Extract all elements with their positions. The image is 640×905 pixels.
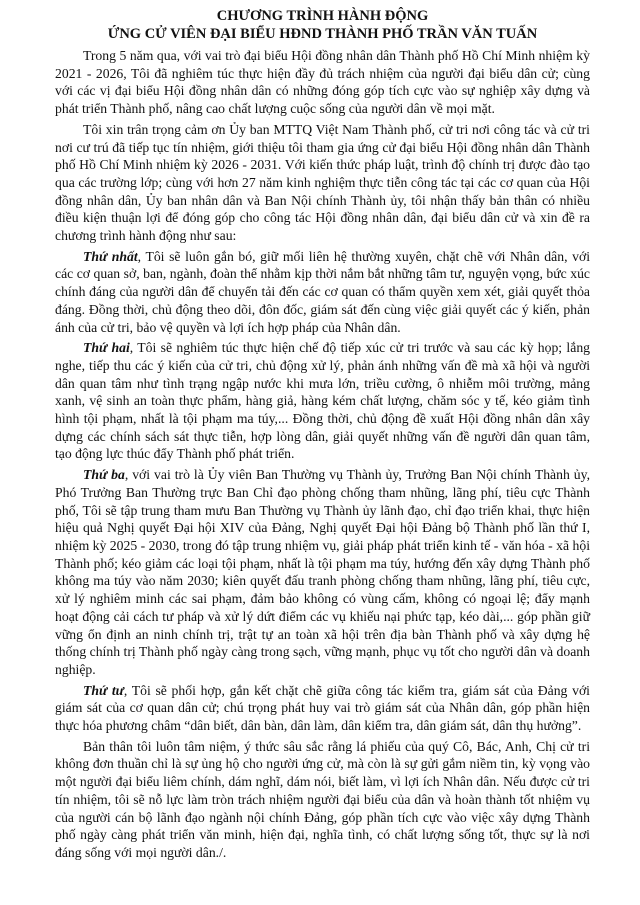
closing-paragraph: Bản thân tôi luôn tâm niệm, ý thức sâu sắc rằng lá phiếu của quý Cô, Bác, Anh, Chị cử tri không đơn thuần chỉ là sự ủng hộ cho người ứng cử, mà còn là sự gửi gắm niềm tin, kỳ vọng vào một người đại biểu liêm chính, dám nghĩ, dám nói, biết làm, vì lợi ích Nhân dân. Nếu được cử tri tín nhiệm, tôi sẽ nỗ lực làm tròn trách nhiệm người đại biểu của dân và hoàn thành tốt nhiệm vụ của người cán bộ lãnh đạo ngành nội chính Đảng, góp phần tích cực vào việc xây dựng Thành phố ngày càng phát triển văn minh, hiện đại, nghĩa tình, có chất lượng sống tốt, thực sự là nơi đáng sống với mọi người dân./. — [55, 738, 590, 860]
action-item-2-text: , Tôi sẽ nghiêm túc thực hiện chế độ tiếp xúc cử tri trước và sau các kỳ họp; lắng nghe, tiếp thu các ý kiến của cử tri, chủ động xử lý, phản ánh những vấn đề mà xã hội và người dân quan tâm như tình trạng ngập nước khi mưa lớn, triều cường, ô nhiễm môi trường, mảng xanh, vệ sinh an toàn thực phẩm, hàng giả, hàng kém chất lượng, chăm sóc y tế, kéo giảm tình hình tội phạm, nhất là tội phạm ma túy,... Đồng thời, chủ động đề xuất Hội đồng nhân dân xây dựng các chính sách sát thực tiễn, hợp lòng dân, giải quyết những vấn đề người dân quan tâm, tạo động lực thúc đẩy Thành phố phát triển. — [55, 340, 591, 462]
action-item-1 — [55, 248, 590, 337]
intro-paragraph-2: Tôi xin trân trọng cảm ơn Ủy ban MTTQ Việt Nam Thành phố, cử tri nơi công tác và cử tri nơi cư trú đã tiếp tục tín nhiệm, giới thiệu tôi tham gia ứng cử đại biểu Hội đồng nhân dân Thành phố Hồ Chí Minh nhiệm kỳ 2026 - 2031. Với kiến thức pháp luật, trình độ chính trị được đào tạo qua các trường lớp; cùng với hơn 27 năm kinh nghiệm thực tiễn công tác tại các cơ quan của Hội đồng nhân dân, Ủy ban nhân dân và Ban Nội chính Thành ủy, tôi nhận thấy bản thân có nhiều điều kiện thuận lợi để đóng góp cho công tác Hội đồng nhân dân, đại biểu dân cử và xin đề ra chương trình hành động như sau: — [55, 121, 590, 244]
action-item-4-lead: Thứ tư — [83, 682, 124, 698]
action-item-3-text: , với vai trò là Ủy viên Ban Thường vụ Thành ủy, Trưởng Ban Nội chính Thành ủy, Phó Trưởng Ban Thường trực Ban Chỉ đạo phòng chống tham nhũng, lãng phí, tiêu cực Thành phố, Tôi sẽ tập trung tham mưu Ban Thường vụ Thành ủy lãnh đạo, chỉ đạo triển khai, thực hiện hiệu quả Nghị quyết Đại hội XIV của Đảng, Nghị quyết Đại hội Đảng bộ Thành phố lần thứ I, nhiệm kỳ 2025 - 2030, trong đó tập trung nhiệm vụ, giải pháp phát triển kinh tế - văn hóa - xã hội Thành phố; kéo giảm các loại tội phạm, nhất là tội phạm ma túy, hướng đến xây dựng Thành phố không ma túy vào năm 2030; kiên quyết đấu tranh phòng chống tham nhũng, lãng phí, tiêu cực, xử lý nghiêm minh các sai phạm, đảm bảo không có vùng cấm, không có ngoại lệ; đẩy mạnh hoạt động cải cách tư pháp và xử lý dứt điểm các vụ khiếu nại phức tạp, kéo dài,... góp phần giữ vững ổn định an ninh chính trị, trật tự an toàn xã hội trên địa bàn Thành phố và xây dựng hệ thống chính trị Thành phố ngày càng trong sạch, vững mạnh, phục vụ tốt cho người dân và doanh nghiệp. — [55, 467, 590, 677]
action-item-2-lead: Thứ hai — [83, 340, 130, 356]
document-title-line-1: CHƯƠNG TRÌNH HÀNH ĐỘNG — [216, 8, 429, 24]
action-item-3-lead: Thứ ba — [83, 467, 125, 483]
action-item-1-lead: Thứ nhất — [83, 248, 138, 264]
document-title-line-2: ỨNG CỬ VIÊN ĐẠI BIỂU HĐND THÀNH PHỐ TRẦN VĂN TUẤN — [107, 25, 538, 42]
intro-paragraph-1: Trong 5 năm qua, với vai trò đại biểu Hội đồng nhân dân Thành phố Hồ Chí Minh nhiệm kỳ 2021 - 2026, Tôi đã nghiêm túc thực hiện đầy đủ trách nhiệm của người đại biểu dân cử; cùng với các vị đại biểu Hội đồng nhân dân có những đóng góp tích cực vào sự nghiệp xây dựng và phát triển Thành phố, nâng cao chất lượng cuộc sống của người dân về mọi mặt. — [55, 48, 590, 117]
action-item-1-text: , Tôi sẽ luôn gắn bó, giữ mối liên hệ thường xuyên, chặt chẽ với Nhân dân, với các cơ quan sở, ban, ngành, đoàn thể nhằm kịp thời nắm bắt những tâm tư, nguyện vọng, bức xúc chính đáng của người dân để chuyển tải đến các cơ quan có thẩm quyền xem xét, giải quyết thỏa đáng. Đồng thời, chủ động theo dõi, đôn đốc, giám sát đến cùng việc giải quyết các ý kiến, phản ánh của cử tri, bảo vệ quyền và lợi ích hợp pháp của Nhân dân. — [55, 248, 590, 335]
action-item-4-text: , Tôi sẽ phối hợp, gắn kết chặt chẽ giữa công tác kiểm tra, giám sát của Đảng với giám sát của cơ quan dân cử; chú trọng phát huy vai trò giám sát của Nhân dân, góp phần hiện thực hóa phương châm “dân biết, dân bàn, dân làm, dân kiểm tra, dân giám sát, dân thụ hưởng”. — [55, 682, 590, 734]
action-item-2 — [55, 339, 590, 463]
action-item-4 — [55, 682, 590, 735]
action-item-3 — [55, 466, 590, 678]
